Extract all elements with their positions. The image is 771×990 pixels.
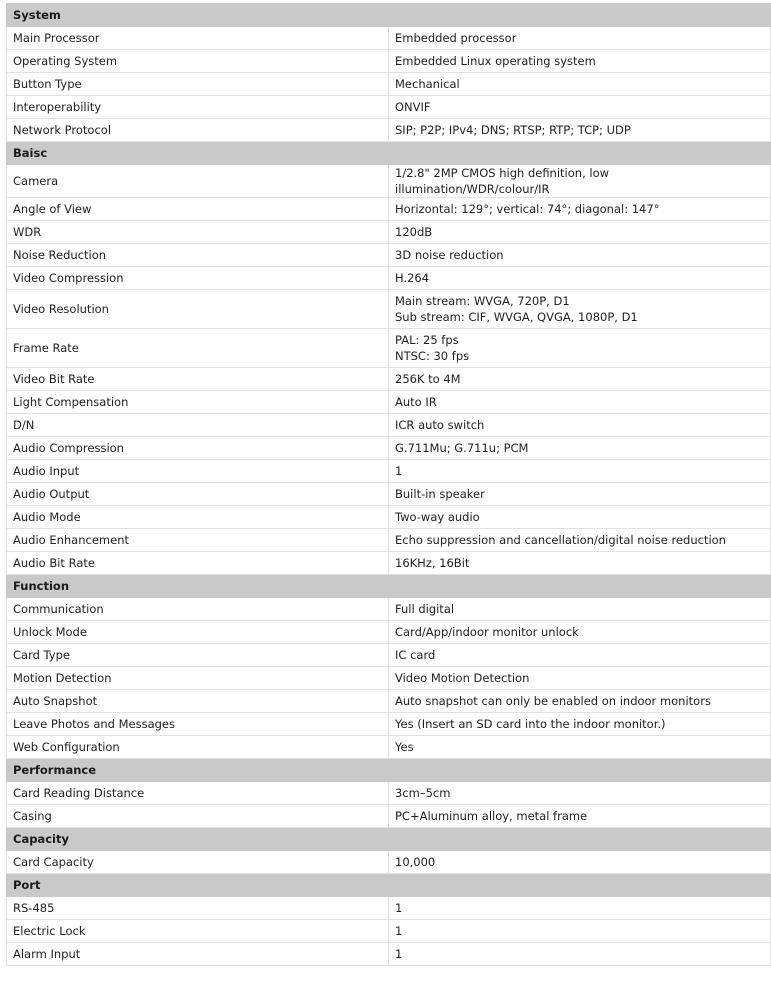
table-row — [7, 244, 771, 267]
spec-label: Audio Bit Rate — [7, 552, 389, 575]
table-row — [7, 119, 771, 142]
spec-value-line: Full digital — [395, 602, 455, 616]
table-row — [7, 460, 771, 483]
table-row — [7, 391, 771, 414]
spec-value — [389, 73, 771, 96]
spec-value — [389, 644, 771, 667]
spec-value — [389, 437, 771, 460]
spec-value — [389, 529, 771, 552]
table-row — [7, 897, 771, 920]
spec-label: Leave Photos and Messages — [7, 713, 389, 736]
spec-label: Button Type — [7, 73, 389, 96]
spec-label: D/N — [7, 414, 389, 437]
spec-value-line: Auto snapshot can only be enabled on indoor monitors — [395, 694, 711, 708]
spec-label: Video Resolution — [7, 290, 389, 329]
spec-value-line: 120dB — [395, 225, 433, 239]
section-title: Baisc — [7, 142, 771, 165]
spec-value — [389, 27, 771, 50]
spec-value-line: Sub stream: CIF, WVGA, QVGA, 1080P, D1 — [395, 310, 638, 324]
spec-value — [389, 290, 771, 329]
spec-value-line: Yes (Insert an SD card into the indoor monitor.) — [395, 717, 666, 731]
spec-label: Network Protocol — [7, 119, 389, 142]
table-row — [7, 598, 771, 621]
spec-value — [389, 506, 771, 529]
spec-value — [389, 329, 771, 368]
spec-label: Audio Output — [7, 483, 389, 506]
spec-value — [389, 244, 771, 267]
table-row — [7, 690, 771, 713]
spec-label: Card Capacity — [7, 851, 389, 874]
spec-value-line: 3D noise reduction — [395, 248, 504, 262]
spec-label: Video Bit Rate — [7, 368, 389, 391]
spec-value — [389, 713, 771, 736]
spec-value-line: ONVIF — [395, 100, 431, 114]
spec-value — [389, 198, 771, 221]
spec-label: Card Type — [7, 644, 389, 667]
table-row — [7, 198, 771, 221]
spec-value — [389, 165, 771, 198]
spec-value — [389, 221, 771, 244]
spec-value — [389, 552, 771, 575]
spec-label: Interoperability — [7, 96, 389, 119]
table-row — [7, 621, 771, 644]
specification-table — [6, 3, 771, 966]
spec-value-line: 1 — [395, 947, 403, 961]
spec-label: Card Reading Distance — [7, 782, 389, 805]
spec-value — [389, 736, 771, 759]
spec-value — [389, 119, 771, 142]
table-row — [7, 290, 771, 329]
spec-value-line: Built-in speaker — [395, 487, 485, 501]
table-row — [7, 267, 771, 290]
spec-value-line: 256K to 4M — [395, 372, 461, 386]
spec-value-line: IC card — [395, 648, 436, 662]
spec-value — [389, 267, 771, 290]
spec-label: Web Configuration — [7, 736, 389, 759]
spec-label: Alarm Input — [7, 943, 389, 966]
spec-value-line: Echo suppression and cancellation/digital noise reduction — [395, 533, 726, 547]
table-row — [7, 27, 771, 50]
spec-value — [389, 621, 771, 644]
spec-value — [389, 96, 771, 119]
table-row — [7, 329, 771, 368]
spec-value — [389, 391, 771, 414]
section-title: Port — [7, 874, 771, 897]
table-row — [7, 736, 771, 759]
spec-value — [389, 920, 771, 943]
spec-value — [389, 782, 771, 805]
spec-value-line: H.264 — [395, 271, 430, 285]
spec-label: Communication — [7, 598, 389, 621]
spec-value-line: 16KHz, 16Bit — [395, 556, 470, 570]
table-row — [7, 552, 771, 575]
table-row — [7, 437, 771, 460]
spec-value-line: NTSC: 30 fps — [395, 349, 470, 363]
spec-value-line: 1 — [395, 901, 403, 915]
spec-value — [389, 50, 771, 73]
spec-value-line: Two-way audio — [395, 510, 480, 524]
spec-label: Light Compensation — [7, 391, 389, 414]
table-row — [7, 165, 771, 198]
table-row — [7, 943, 771, 966]
table-row — [7, 920, 771, 943]
spec-label: RS-485 — [7, 897, 389, 920]
table-row — [7, 73, 771, 96]
spec-label: Motion Detection — [7, 667, 389, 690]
spec-value-line: 1 — [395, 464, 403, 478]
spec-label: Video Compression — [7, 267, 389, 290]
spec-value-line: Video Motion Detection — [395, 671, 530, 685]
table-row — [7, 368, 771, 391]
spec-label: Camera — [7, 165, 389, 198]
section-title: Capacity — [7, 828, 771, 851]
section-header-function — [7, 575, 771, 598]
table-row — [7, 805, 771, 828]
spec-value-line: G.711Mu; G.711u; PCM — [395, 441, 529, 455]
spec-value — [389, 667, 771, 690]
spec-value-line: PC+Aluminum alloy, metal frame — [395, 809, 588, 823]
spec-value-line: SIP; P2P; IPv4; DNS; RTSP; RTP; TCP; UDP — [395, 123, 631, 137]
spec-value — [389, 805, 771, 828]
table-row — [7, 644, 771, 667]
spec-label: Auto Snapshot — [7, 690, 389, 713]
spec-value-line: Card/App/indoor monitor unlock — [395, 625, 579, 639]
spec-label: Audio Input — [7, 460, 389, 483]
spec-label: Main Processor — [7, 27, 389, 50]
spec-label: Electric Lock — [7, 920, 389, 943]
spec-label: Casing — [7, 805, 389, 828]
spec-label: Noise Reduction — [7, 244, 389, 267]
spec-label: Audio Compression — [7, 437, 389, 460]
spec-value-line: Embedded Linux operating system — [395, 54, 596, 68]
table-row — [7, 713, 771, 736]
table-row — [7, 782, 771, 805]
section-header-performance — [7, 759, 771, 782]
table-row — [7, 667, 771, 690]
table-row — [7, 96, 771, 119]
spec-value-line: 1/2.8" 2MP CMOS high definition, low illumination/WDR/colour/IR — [395, 166, 610, 196]
section-header-port — [7, 874, 771, 897]
spec-label: Angle of View — [7, 198, 389, 221]
spec-value — [389, 943, 771, 966]
spec-value-line: Auto IR — [395, 395, 437, 409]
spec-value — [389, 414, 771, 437]
table-row — [7, 221, 771, 244]
table-row — [7, 50, 771, 73]
table-row — [7, 506, 771, 529]
spec-value-line: 10,000 — [395, 855, 436, 869]
spec-label: Audio Mode — [7, 506, 389, 529]
spec-value-line: 1 — [395, 924, 403, 938]
section-title: System — [7, 4, 771, 27]
spec-label: Unlock Mode — [7, 621, 389, 644]
spec-value — [389, 483, 771, 506]
spec-value-line: Embedded processor — [395, 31, 517, 45]
specification-table-body — [7, 4, 771, 966]
spec-label: Operating System — [7, 50, 389, 73]
section-header-system — [7, 4, 771, 27]
spec-value — [389, 368, 771, 391]
spec-value — [389, 690, 771, 713]
table-row — [7, 414, 771, 437]
spec-value — [389, 897, 771, 920]
spec-value — [389, 851, 771, 874]
section-header-capacity — [7, 828, 771, 851]
section-title: Performance — [7, 759, 771, 782]
spec-label: Audio Enhancement — [7, 529, 389, 552]
spec-value-line: ICR auto switch — [395, 418, 485, 432]
spec-value-line: Main stream: WVGA, 720P, D1 — [395, 294, 570, 308]
spec-value-line: 3cm–5cm — [395, 786, 451, 800]
spec-label: Frame Rate — [7, 329, 389, 368]
spec-value-line: PAL: 25 fps — [395, 333, 459, 347]
section-header-baisc — [7, 142, 771, 165]
spec-value-line: Yes — [395, 740, 414, 754]
spec-value — [389, 598, 771, 621]
table-row — [7, 529, 771, 552]
section-title: Function — [7, 575, 771, 598]
spec-value-line: Horizontal: 129°; vertical: 74°; diagonal: 147° — [395, 202, 660, 216]
table-row — [7, 851, 771, 874]
spec-label: WDR — [7, 221, 389, 244]
table-row — [7, 483, 771, 506]
spec-value — [389, 460, 771, 483]
spec-value-line: Mechanical — [395, 77, 460, 91]
